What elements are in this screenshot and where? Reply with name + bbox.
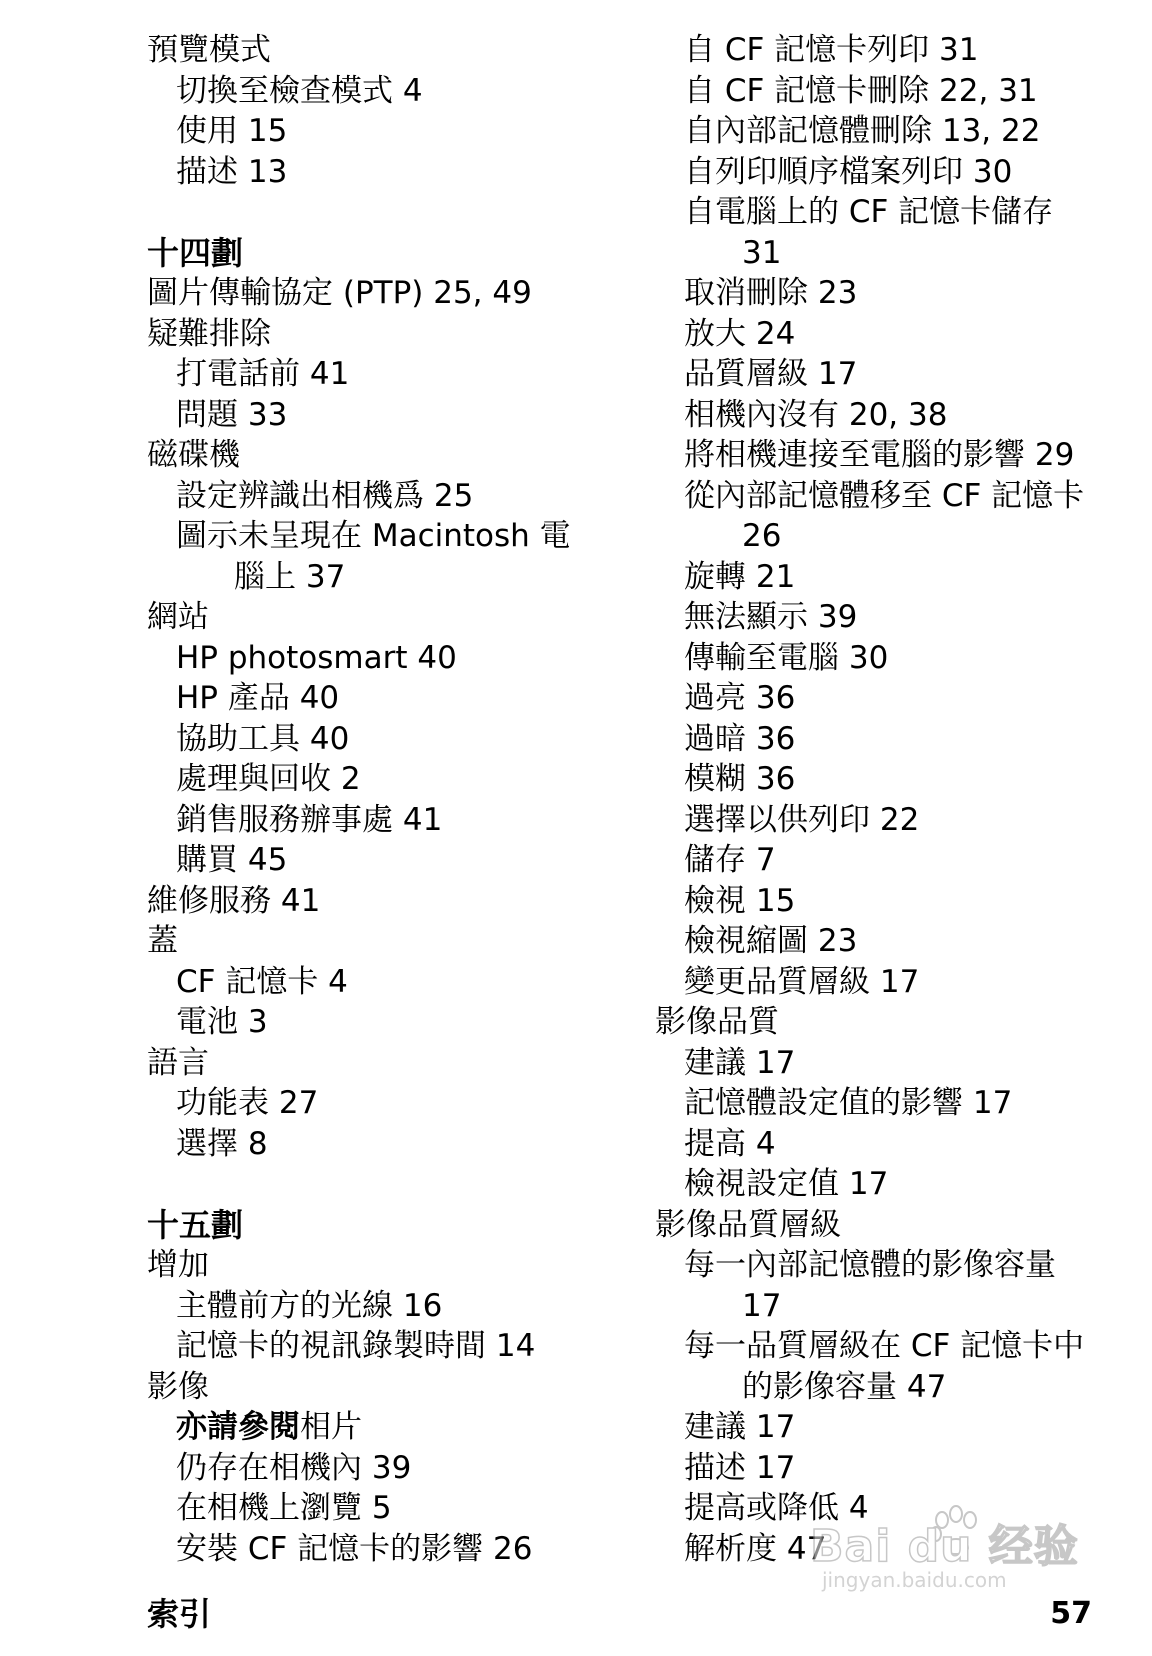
index-subentry: 自內部記憶體刪除 13, 22 — [684, 113, 1041, 149]
index-subentry: 問題 33 — [176, 396, 288, 433]
index-subentry: 購買 45 — [176, 842, 288, 878]
watermark-url: jingyan.baidu.com — [822, 1568, 1007, 1592]
index-subentry: 每一品質層級在 CF 記憶卡中 — [684, 1328, 1085, 1364]
index-subentry: 安裝 CF 記憶卡的影響 26 — [176, 1530, 533, 1567]
index-subentry: 使用 15 — [176, 113, 288, 149]
index-entry: 圖片傳輸協定 (PTP) 25, 49 — [147, 275, 532, 311]
index-subentry: 解析度 47 — [684, 1530, 827, 1567]
index-subentry: 打電話前 41 — [176, 356, 350, 392]
footer-section-title: 索引 — [147, 1595, 212, 1633]
index-subentry: 檢視縮圖 23 — [684, 923, 858, 959]
index-entry-continuation: 腦上 37 — [234, 558, 346, 595]
index-subentry: 記憶卡的視訊錄製時間 14 — [176, 1328, 536, 1364]
index-subentry: 從內部記憶體移至 CF 記憶卡 — [684, 477, 1085, 514]
page-number: 57 — [1050, 1596, 1092, 1631]
index-column-left — [147, 30, 617, 1569]
index-subentry: 放大 24 — [684, 315, 796, 352]
index-subentry: 自列印順序檔案列印 30 — [684, 153, 1013, 190]
index-subentry — [147, 1407, 617, 1448]
index-entry-continuation: 26 — [742, 518, 782, 554]
index-subentry: 記憶體設定值的影響 17 — [684, 1085, 1013, 1121]
index-subentry: 提高或降低 4 — [684, 1490, 869, 1526]
index-subentry: 變更品質層級 17 — [684, 963, 920, 1000]
index-subentry: 選擇 8 — [176, 1125, 268, 1162]
index-subentry: 切換至檢查模式 4 — [176, 72, 423, 109]
index-subentry: 模糊 36 — [684, 761, 796, 797]
index-subentry: 自 CF 記憶卡刪除 22, 31 — [684, 72, 1038, 109]
index-subentry: 建議 17 — [684, 1409, 796, 1445]
index-subentry: 描述 17 — [684, 1449, 796, 1486]
index-subentry: 旋轉 21 — [684, 558, 796, 595]
index-entry: 增加 — [147, 1247, 209, 1283]
index-entry: 影像品質 — [655, 1004, 779, 1040]
index-section-heading: 十四劃 — [147, 233, 244, 272]
index-subentry: 設定辨識出相機爲 25 — [176, 477, 474, 514]
index-subentry: 仍存在相機內 39 — [176, 1449, 412, 1486]
index-subentry: 每一內部記憶體的影像容量 — [684, 1247, 1056, 1283]
baidu-watermark — [810, 1500, 1110, 1610]
index-subentry: 相機內沒有 20, 38 — [684, 396, 948, 433]
index-entry: 網站 — [147, 599, 209, 635]
index-subentry: 將相機連接至電腦的影響 29 — [684, 437, 1075, 473]
index-entry: 蓋 — [147, 923, 178, 959]
index-subentry: 處理與回收 2 — [176, 761, 361, 797]
index-subentry: 主體前方的光線 16 — [176, 1287, 443, 1324]
index-subentry: 電池 3 — [176, 1004, 268, 1040]
index-subentry: 檢視設定值 17 — [684, 1166, 889, 1202]
index-section-heading: 十五劃 — [147, 1205, 244, 1244]
index-entry: 影像品質層級 — [655, 1206, 841, 1243]
see-also-label: 亦請參閱 — [176, 1409, 300, 1445]
index-entry: 語言 — [147, 1044, 209, 1081]
index-entry: 維修服務 41 — [147, 882, 321, 919]
index-subentry: 過暗 36 — [684, 720, 796, 757]
index-subentry: 功能表 27 — [176, 1085, 319, 1121]
index-subentry: 品質層級 17 — [684, 356, 858, 392]
index-subentry: 過亮 36 — [684, 680, 796, 716]
index-entry: 疑難排除 — [147, 315, 271, 352]
index-entry: 影像 — [147, 1368, 209, 1405]
index-subentry: 無法顯示 39 — [684, 599, 858, 635]
index-subentry: 取消刪除 23 — [684, 275, 858, 311]
index-subentry: HP photosmart 40 — [176, 639, 457, 676]
index-entry: 預覽模式 — [147, 32, 271, 68]
index-subentry: 協助工具 40 — [176, 720, 350, 757]
index-subentry: 在相機上瀏覽 5 — [176, 1490, 392, 1526]
index-entry-continuation: 的影像容量 47 — [742, 1368, 947, 1405]
index-subentry: 提高 4 — [684, 1125, 776, 1162]
index-subentry: 自電腦上的 CF 記憶卡儲存 — [684, 194, 1054, 230]
index-entry-continuation: 17 — [742, 1287, 782, 1324]
index-subentry: 傳輸至電腦 30 — [684, 639, 889, 676]
watermark-text: Bai du 经验 — [810, 1521, 1079, 1572]
index-subentry: 描述 13 — [176, 153, 288, 190]
index-entry-continuation: 31 — [742, 234, 782, 271]
index-subentry: 自 CF 記憶卡列印 31 — [684, 32, 979, 68]
index-subentry: 選擇以供列印 22 — [684, 801, 920, 838]
index-subentry: CF 記憶卡 4 — [176, 963, 348, 1000]
index-subentry: 圖示未呈現在 Macintosh 電 — [176, 518, 571, 554]
index-column-right — [655, 30, 1115, 1569]
index-entry: 磁碟機 — [147, 437, 240, 473]
see-also-target: 相片 — [300, 1409, 362, 1445]
index-subentry: 建議 17 — [684, 1044, 796, 1081]
index-subentry: HP 產品 40 — [176, 680, 340, 716]
index-subentry: 檢視 15 — [684, 882, 796, 919]
index-subentry: 銷售服務辦事處 41 — [176, 801, 443, 838]
index-subentry: 儲存 7 — [684, 842, 776, 878]
